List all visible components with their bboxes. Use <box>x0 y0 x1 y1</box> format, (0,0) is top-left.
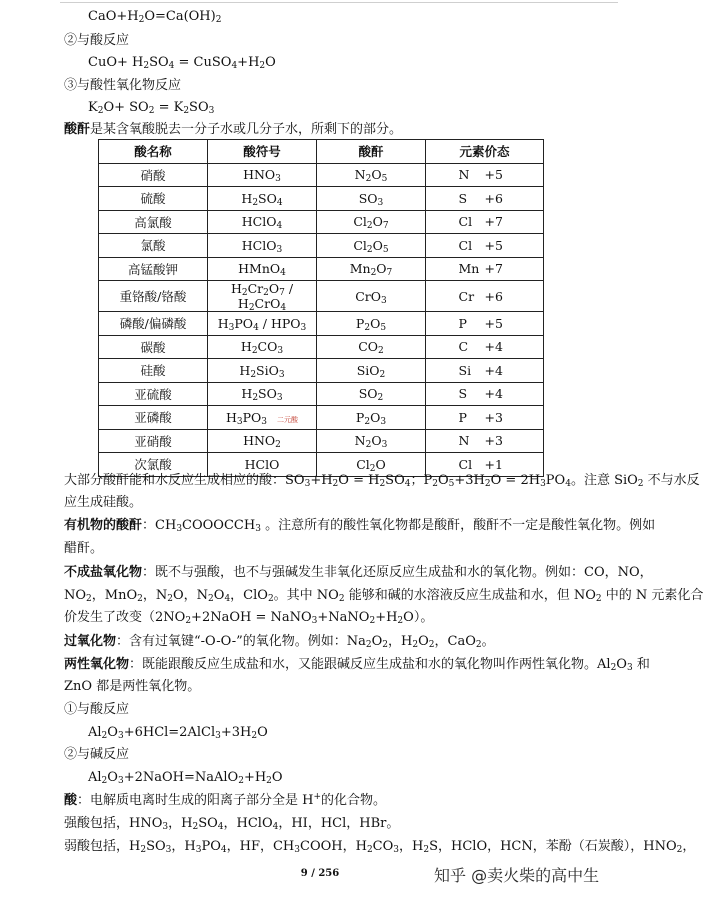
table-row <box>99 234 544 258</box>
anhydride-cell: $Mn_2O_7$ <box>317 257 426 281</box>
acid-formula-cell: $H_2SO_4$ <box>208 187 317 211</box>
table-row <box>99 187 544 211</box>
acid-name-cell: 碳酸 <box>99 335 208 359</box>
valence-cell <box>426 382 544 406</box>
acid-formula-cell: HClO$_3$ <box>208 234 317 258</box>
paragraph-amphoteric-1: 两性氧化物：既能跟酸反应生成盐和水，又能跟碱反应生成盐和水的氧化物叫作两性氧化物。$Al_2O_3$ 和 <box>64 657 650 673</box>
page-number: 9 / 256 <box>300 868 340 879</box>
anhydride-cell: $SO_2$ <box>317 382 426 406</box>
table-row <box>99 359 544 383</box>
item-react-with-acidic-oxide: ③与酸性氧化物反应 <box>64 78 182 93</box>
valence-cell <box>426 406 544 430</box>
acid-formula-cell: HMnO$_4$ <box>208 257 317 281</box>
paragraph-anhydride-water-2: 应生成硅酸。 <box>64 495 143 510</box>
valence-cell <box>426 210 544 234</box>
valence-cell <box>426 359 544 383</box>
valence-cell <box>426 163 544 187</box>
element-symbol: Cr <box>458 288 475 304</box>
acid-name-cell: 氯酸 <box>99 234 208 258</box>
valence-cell <box>426 187 544 211</box>
acid-formula-cell: $H_3PO_4 / HPO_3$ <box>208 312 317 336</box>
paragraph-strong-acids: 强酸包括，$HNO_3$，$H_2SO_4$，HClO$_4$，HI，HCl，HBr。 <box>64 816 400 832</box>
element-symbol: N <box>458 167 470 183</box>
acid-formula-cell: $HNO_3$ <box>208 163 317 187</box>
item-al2o3-with-base: ②与碱反应 <box>64 747 130 762</box>
acid-name-cell: 亚硝酸 <box>99 429 208 453</box>
valence-value: +3 <box>484 409 503 425</box>
element-symbol: Cl <box>458 456 473 472</box>
valence-value: +4 <box>484 339 503 355</box>
paragraph-amphoteric-2: ZnO 都是两性氧化物。 <box>64 679 201 694</box>
anhydride-cell: $Cl_2O_7$ <box>317 210 426 234</box>
anhydride-cell: $P_2O_5$ <box>317 312 426 336</box>
col-header-anhydride: 酸酐 <box>317 140 426 164</box>
valence-value: +5 <box>484 167 503 183</box>
anhydride-cell: $CO_2$ <box>317 335 426 359</box>
table-header-row <box>99 140 544 164</box>
acid-name-cell: 重铬酸/铬酸 <box>99 281 208 312</box>
anhydride-cell: $N_2O_5$ <box>317 163 426 187</box>
paragraph-nonsalt-oxide-1: 不成盐氧化物：既不与强酸，也不与强碱发生非氧化还原反应生成盐和水的氧化物。例如：CO，NO， <box>64 565 653 580</box>
paragraph-nonsalt-oxide-3: 价发生了改变（$2NO_2+2NaOH$ = $NaNO_3+NaNO_2+H_2O$）。 <box>64 610 434 626</box>
valence-value: +7 <box>484 214 503 230</box>
acid-formula-cell: $H_2SO_3$ <box>208 382 317 406</box>
table-body <box>99 163 544 476</box>
acid-name-cell: 硫酸 <box>99 187 208 211</box>
acid-name-cell: 硅酸 <box>99 359 208 383</box>
anhydride-cell: $Cl_2O_5$ <box>317 234 426 258</box>
zhihu-watermark: 知乎 @卖火柴的高中生 <box>434 866 600 885</box>
valence-cell <box>426 234 544 258</box>
anhydride-cell: SiO$_2$ <box>317 359 426 383</box>
element-symbol: P <box>458 315 467 331</box>
item-al2o3-with-acid: ①与酸反应 <box>64 702 130 717</box>
table-row <box>99 210 544 234</box>
valence-value: +5 <box>484 315 503 331</box>
element-symbol: Si <box>458 362 472 378</box>
acid-formula-cell: HClO$_4$ <box>208 210 317 234</box>
acid-formula-cell: $H_2SiO_3$ <box>208 359 317 383</box>
valence-cell <box>426 281 544 312</box>
header-rule <box>60 2 618 3</box>
valence-value: +6 <box>484 190 503 206</box>
anhydride-cell: $SO_3$ <box>317 187 426 211</box>
valence-cell <box>426 257 544 281</box>
anhydride-cell: $P_2O_3$ <box>317 406 426 430</box>
acid-name-cell: 硝酸 <box>99 163 208 187</box>
element-symbol: S <box>458 386 468 402</box>
paragraph-organic-anhydride-1: 有机物的酸酐：$CH_3COOOCCH_3$ 。注意所有的酸性氧化物都是酸酐，酸酐不一定是酸性氧化物。例如 <box>64 518 656 534</box>
equation-al2o3-naoh: $Al_2O_3+2NaOH=NaAlO_2+H_2O$ <box>88 770 283 786</box>
acid-name-cell: 高锰酸钾 <box>99 257 208 281</box>
element-symbol: Cl <box>458 214 473 230</box>
table-row <box>99 312 544 336</box>
valence-cell <box>426 312 544 336</box>
acid-formula-cell: $H_2CO_3$ <box>208 335 317 359</box>
table-row <box>99 382 544 406</box>
element-symbol: Mn <box>458 261 480 277</box>
anhydride-cell: CrO$_3$ <box>317 281 426 312</box>
table-row <box>99 406 544 430</box>
element-symbol: P <box>458 409 467 425</box>
valence-cell <box>426 335 544 359</box>
valence-value: +6 <box>484 288 503 304</box>
acid-anhydride-table <box>98 139 544 477</box>
acid-name-cell: 亚磷酸 <box>99 406 208 430</box>
acid-name-cell: 次氯酸 <box>99 453 208 477</box>
acid-formula-cell: HClO <box>208 453 317 477</box>
element-symbol: S <box>458 190 468 206</box>
anhydride-cell: $N_2O_3$ <box>317 429 426 453</box>
table-row <box>99 429 544 453</box>
col-header-acid-formula: 酸符号 <box>208 140 317 164</box>
paragraph-nonsalt-oxide-2: $NO_2$，MnO$_2$，$N_2O$，$N_2O_4$，ClO$_2$。其中 $NO_2$ 能够和碱的水溶液反应生成盐和水，但 $NO_2$ 中的 N 元素化合 <box>64 588 703 604</box>
valence-value: +3 <box>484 433 503 449</box>
equation-k2o-so2: $K_2O+ SO_2 = K_2SO_3$ <box>88 100 215 116</box>
table-row <box>99 257 544 281</box>
paragraph-acid-definition: 酸：电解质电离时生成的阳离子部分全是 H+的化合物。 <box>64 792 387 808</box>
paragraph-anhydride-water-1: 大部分酸酐能和水反应生成相应的酸：$SO_3+H_2O = H_2SO_4$；$P_2O_5+3H_2O = 2H_3PO_4$。注意 SiO$_2$ 不与水反 <box>64 473 700 489</box>
table-row <box>99 281 544 312</box>
item-react-with-acid: ②与酸反应 <box>64 33 130 48</box>
element-symbol: N <box>458 433 470 449</box>
acid-formula-cell: $H_2Cr_2O_7 / H_2CrO_4$ <box>208 281 317 312</box>
paragraph-organic-anhydride-2: 醋酐。 <box>64 541 104 556</box>
anhydride-cell: $Cl_2O$ <box>317 453 426 477</box>
valence-value: +1 <box>484 456 503 472</box>
col-header-valence: 元素价态 <box>426 140 544 164</box>
table-row <box>99 335 544 359</box>
element-symbol: Cl <box>458 237 473 253</box>
element-symbol: C <box>458 339 469 355</box>
acid-name-cell: 亚硫酸 <box>99 382 208 406</box>
equation-cuo-acid: $CuO+ H_2SO_4$ = $CuSO_4+H_2O$ <box>88 55 276 71</box>
valence-value: +4 <box>484 386 503 402</box>
valence-value: +7 <box>484 261 503 277</box>
valence-cell <box>426 429 544 453</box>
acid-formula-cell: $H_3PO_3$ 二元酸 <box>208 406 317 430</box>
acid-name-cell: 高氯酸 <box>99 210 208 234</box>
col-header-acid-name: 酸名称 <box>99 140 208 164</box>
acid-anhydride-definition: 酸酐是某含氧酸脱去一分子水或几分子水，所剩下的部分。 <box>64 122 403 137</box>
acid-name-cell: 磷酸/偏磷酸 <box>99 312 208 336</box>
valence-value: +5 <box>484 237 503 253</box>
valence-value: +4 <box>484 362 503 378</box>
acid-formula-cell: $HNO_2$ <box>208 429 317 453</box>
paragraph-weak-acids: 弱酸包括，$H_2SO_3$，$H_3PO_4$，HF，$CH_3COOH$，$H_2CO_3$，$H_2S$，HClO，HCN，苯酚（石炭酸），$HNO_2$， <box>64 839 696 855</box>
equation-cao-water: $CaO+H_2O=Ca(OH)_2$ <box>88 9 222 25</box>
table-row <box>99 163 544 187</box>
paragraph-peroxide: 过氧化物：含有过氧键“-O-O-”的氧化物。例如：$Na_2O_2$，$H_2O_2$，CaO$_2$。 <box>64 634 495 650</box>
equation-al2o3-hcl: $Al_2O_3+6HCl=2AlCl_3+3H_2O$ <box>88 725 268 741</box>
